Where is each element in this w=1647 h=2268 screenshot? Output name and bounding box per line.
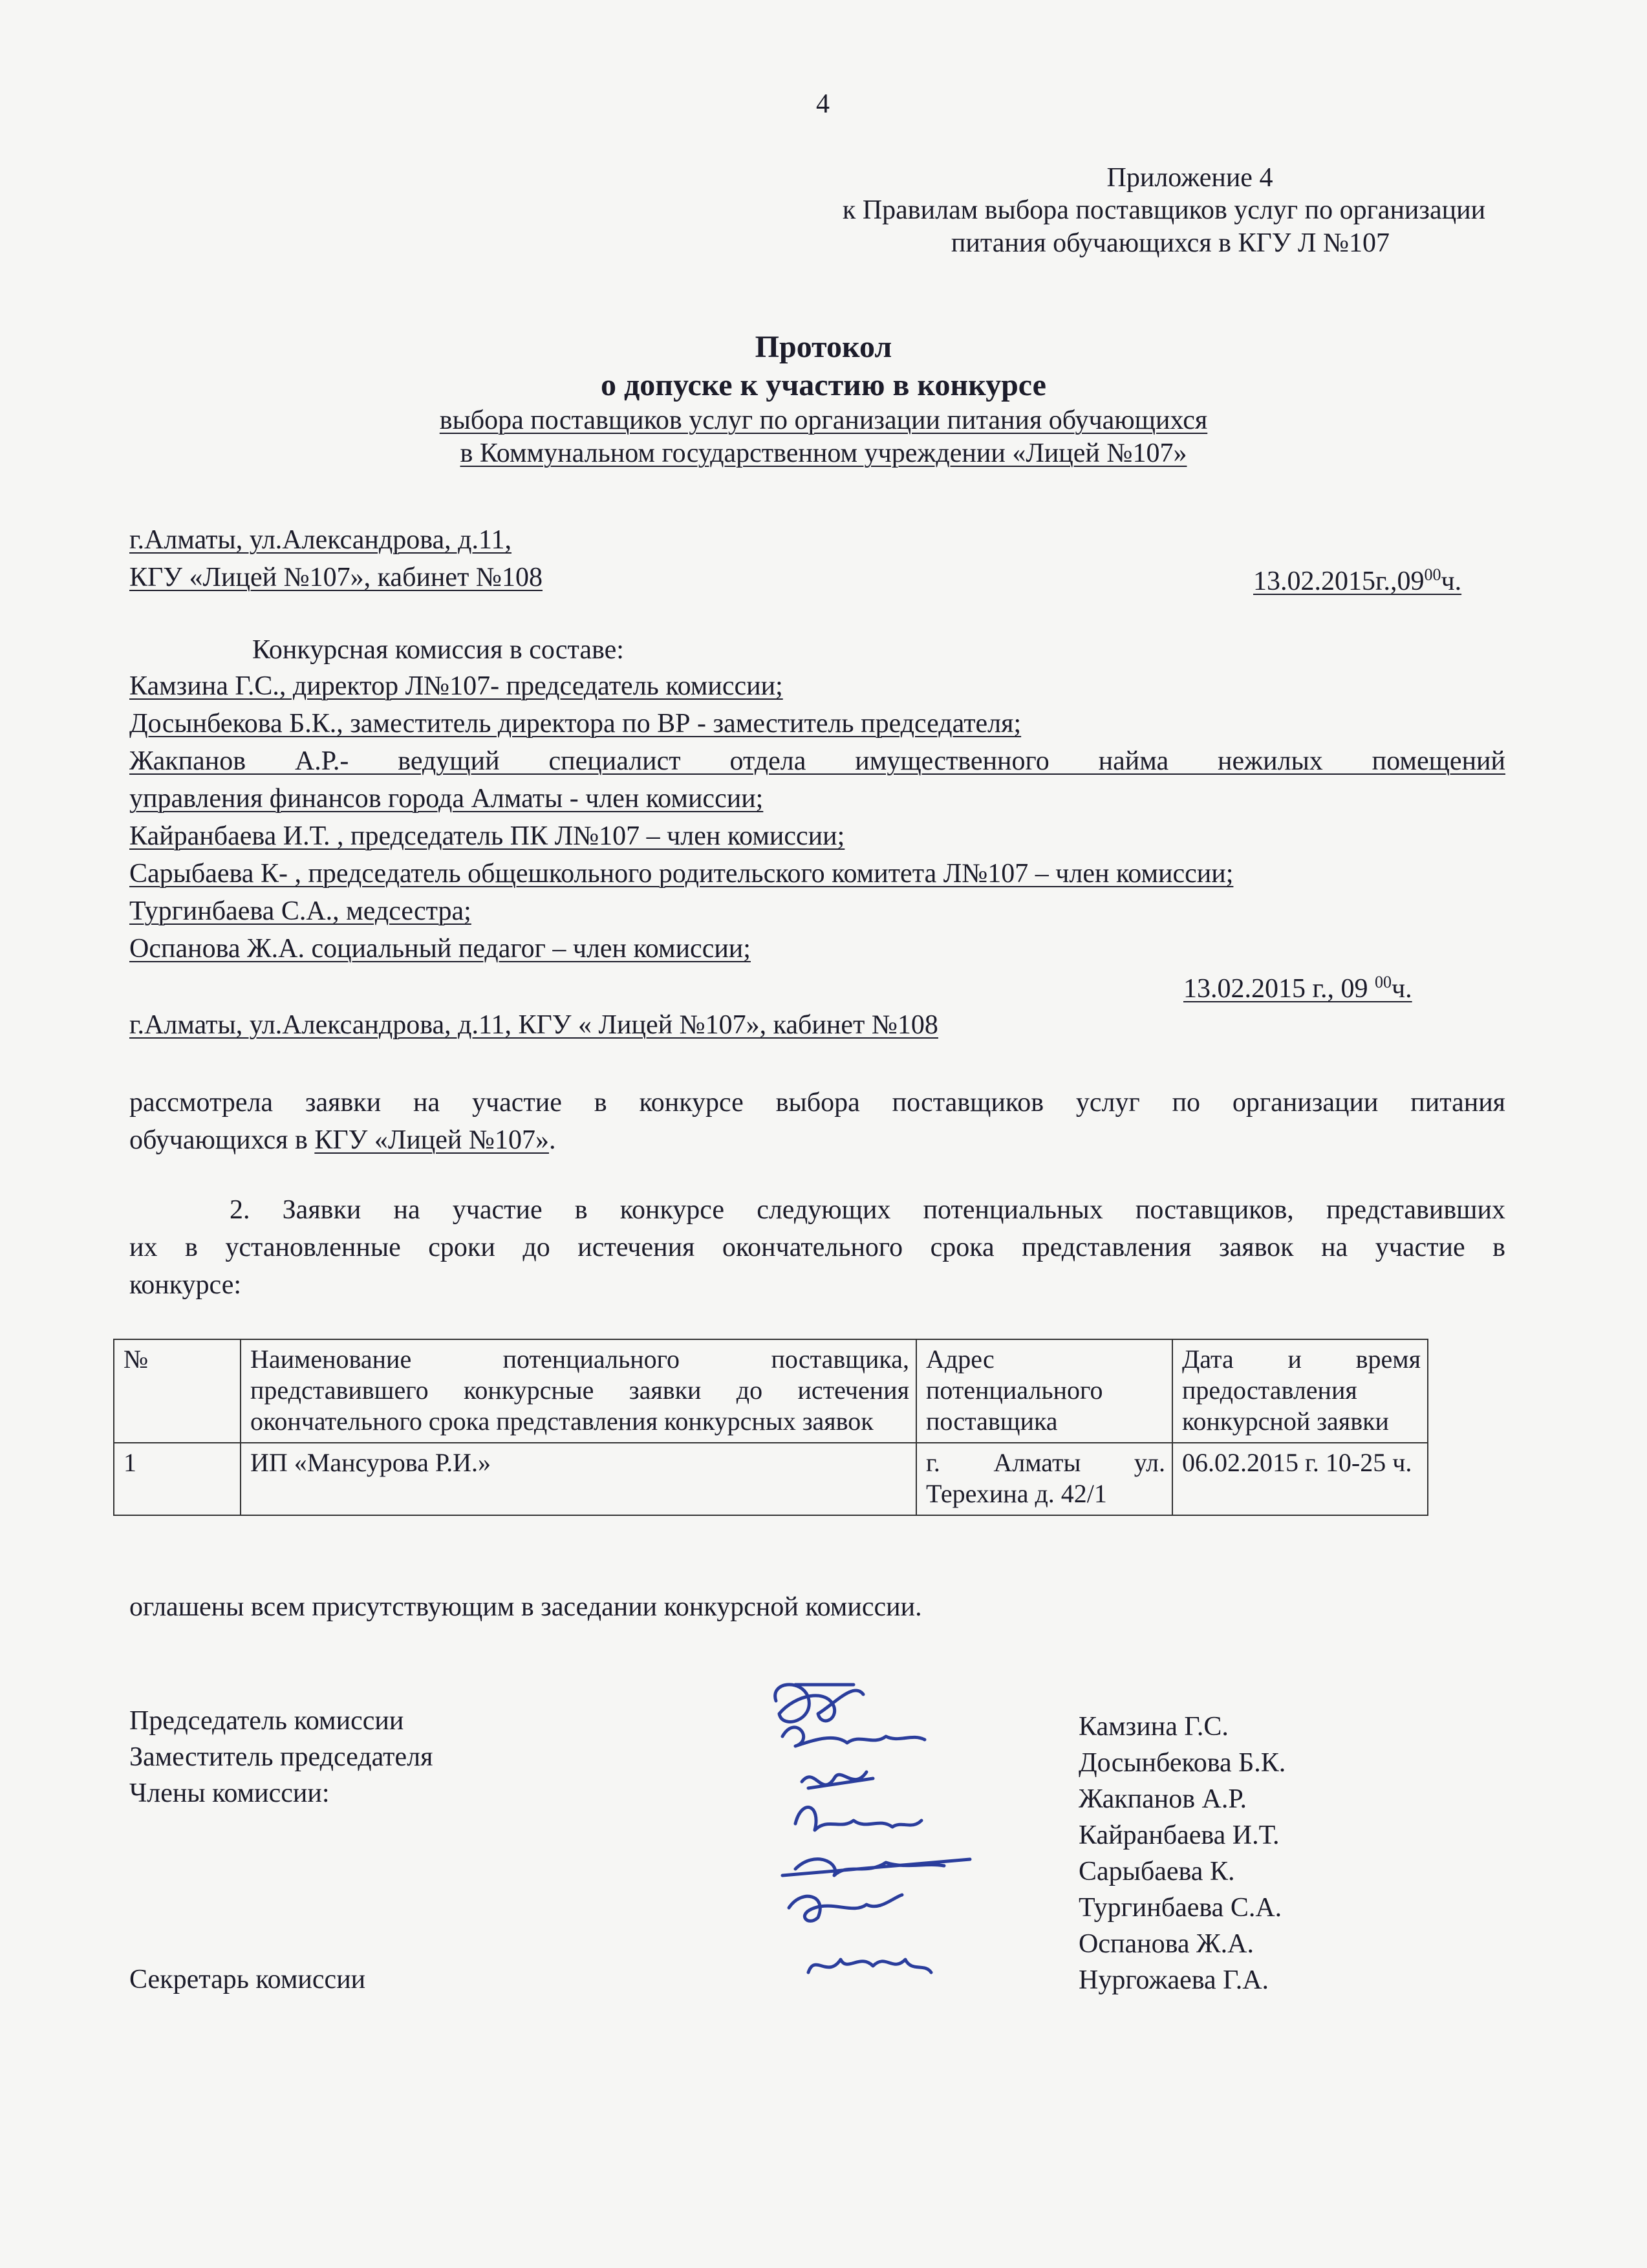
body-paragraph-2-line-3: конкурсе:	[129, 1270, 242, 1300]
announced-text: оглашены всем присутствующим в заседании конкурсной комиссии.	[129, 1592, 922, 1622]
signatory-name: Оспанова Ж.А.	[1079, 1929, 1254, 1959]
header-number: №	[114, 1339, 241, 1443]
role-secretary: Секретарь комиссии	[129, 1965, 366, 1994]
row-supplier-address: г. Алматы ул. Терехина д. 42/1	[916, 1443, 1172, 1515]
commission-member-3b: управления финансов города Алматы - член комиссии;	[129, 784, 764, 814]
role-deputy: Заместитель председателя	[129, 1742, 433, 1772]
place-line-1: г.Алматы, ул.Александрова, д.11,	[129, 525, 511, 555]
signatory-name: Сарыбаева К.	[1079, 1857, 1235, 1886]
role-members: Члены комиссии:	[129, 1778, 330, 1808]
place-line-2: КГУ «Лицей №107», кабинет №108	[129, 563, 543, 592]
title-line-3: выбора поставщиков услуг по организации питания обучающихся	[439, 405, 1208, 436]
header-supplier-name: Наименование потенциального поставщика, представившего конкурсные заявки до истечения окончательного срока представления конкурсных заявок	[241, 1339, 916, 1443]
page-number: 4	[816, 89, 830, 119]
body-paragraph-1-line-1: рассмотрела заявки на участие в конкурсе выбора поставщиков услуг по организации питания	[129, 1088, 1505, 1118]
table-header-row	[114, 1339, 1428, 1443]
commission-member-4: Кайранбаева И.Т. , председатель ПК Л№107 – член комиссии;	[129, 821, 845, 851]
signatory-name: Кайранбаева И.Т.	[1079, 1820, 1280, 1850]
title-line-4: в Коммунальном государственном учреждении «Лицей №107»	[460, 438, 1187, 469]
commission-member-5: Сарыбаева К- , председатель общешкольного родительского комитета Л№107 – член комиссии;	[129, 859, 1234, 889]
body-paragraph-1-line-2: обучающихся в КГУ «Лицей №107».	[129, 1125, 556, 1155]
appendix-line-1: Приложение 4	[1106, 163, 1273, 193]
row-submission-date: 06.02.2015 г. 10-25 ч.	[1172, 1443, 1428, 1515]
table-row	[114, 1443, 1428, 1515]
commission-member-1: Камзина Г.С., директор Л№107- председатель комиссии;	[129, 671, 783, 701]
appendix-line-2: к Правилам выбора поставщиков услуг по организации	[842, 195, 1486, 226]
protocol-date: 13.02.2015г.,09$^{00}$ч.	[1253, 565, 1462, 596]
commission-intro: Конкурсная комиссия в составе:	[252, 635, 624, 665]
body-paragraph-2-line-2: их в установленные сроки до истечения окончательного срока представления заявок на участие в	[129, 1233, 1505, 1262]
meeting-place: г.Алматы, ул.Александрова, д.11, КГУ « Лицей №107», кабинет №108	[129, 1010, 938, 1040]
document-title	[129, 329, 1518, 471]
title-line-2: о допуске к участию в конкурсе	[601, 367, 1046, 402]
signatory-name: Нургожаева Г.А.	[1079, 1965, 1269, 1995]
commission-member-3a: Жакпанов А.Р.- ведущий специалист отдела имущественного найма нежилых помещений	[129, 746, 1505, 776]
header-supplier-address: Адрес потенциального поставщика	[916, 1339, 1172, 1443]
commission-member-2: Досынбекова Б.К., заместитель директора по ВР - заместитель председателя;	[129, 709, 1022, 739]
role-chair: Председатель комиссии	[129, 1706, 404, 1736]
row-supplier-name: ИП «Мансурова Р.И.»	[241, 1443, 916, 1515]
row-number: 1	[114, 1443, 241, 1515]
signatory-name: Жакпанов А.Р.	[1079, 1784, 1247, 1814]
appendix-block	[841, 162, 1487, 259]
signatory-name: Тургинбаева С.А.	[1079, 1893, 1282, 1923]
appendix-line-3: питания обучающихся в КГУ Л №107	[951, 228, 1390, 258]
handwritten-signatures	[757, 1669, 1028, 2005]
title-line-1: Протокол	[755, 330, 892, 364]
commission-member-6: Тургинбаева С.А., медсестра;	[129, 896, 471, 926]
header-submission-date: Дата и время предоставления конкурсной заявки	[1172, 1339, 1428, 1443]
signatory-name: Досынбекова Б.К.	[1079, 1748, 1286, 1778]
signatory-name: Камзина Г.С.	[1079, 1712, 1229, 1742]
signatory-names	[1079, 1709, 1286, 1998]
suppliers-table	[113, 1339, 1428, 1516]
meeting-date: 13.02.2015 г., 09 $^{00}$ч.	[1183, 973, 1412, 1004]
commission-member-7: Оспанова Ж.А. социальный педагог – член комиссии;	[129, 934, 751, 964]
body-paragraph-2-line-1: 2. Заявки на участие в конкурсе следующих потенциальных поставщиков, представивших	[230, 1195, 1505, 1225]
